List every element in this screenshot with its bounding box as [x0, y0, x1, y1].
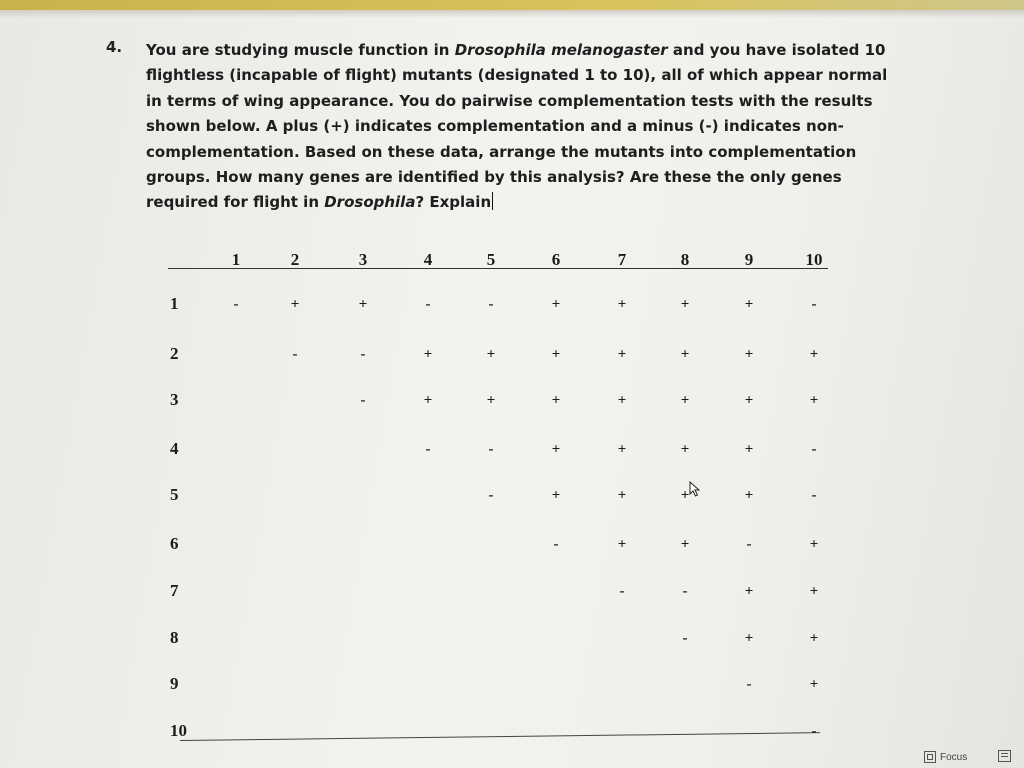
table-cell: +	[744, 583, 754, 600]
table-cell: +	[809, 676, 819, 693]
table-cell: +	[551, 346, 561, 363]
table-cell: -	[746, 536, 752, 553]
read-mode-icon[interactable]	[998, 750, 1011, 762]
ribbon-strip	[0, 0, 1024, 10]
row-header: 7	[170, 581, 179, 600]
table-cell: +	[809, 346, 819, 363]
question-text-run: You are studying muscle function in	[146, 41, 455, 59]
table-cell: +	[744, 441, 754, 458]
table-cell: +	[290, 296, 300, 313]
table-cell: -	[360, 346, 366, 363]
question-text-run: ? Explain	[415, 193, 492, 212]
table-cell: +	[486, 392, 496, 409]
table-cell: +	[680, 346, 690, 363]
column-header: 8	[680, 250, 690, 269]
column-header: 10	[805, 250, 823, 269]
table-cell: -	[553, 536, 559, 553]
table-cell: +	[744, 296, 754, 313]
table-cell: +	[551, 441, 561, 458]
table-cell: +	[617, 296, 627, 313]
table-cell: +	[617, 441, 627, 458]
table-cell: +	[551, 487, 561, 504]
table-cell: +	[423, 346, 433, 363]
table-cell: -	[811, 296, 817, 313]
table-cell: +	[551, 296, 561, 313]
table-cell: +	[617, 346, 627, 363]
table-cell: -	[619, 583, 625, 600]
row-header: 9	[170, 674, 179, 693]
table-cell: +	[744, 346, 754, 363]
table-cell: +	[358, 296, 368, 313]
table-cell: +	[809, 536, 819, 553]
table-cell: -	[233, 296, 239, 313]
table-header-rule	[168, 268, 828, 269]
table-cell: +	[744, 487, 754, 504]
row-header: 10	[170, 721, 187, 740]
focus-mode-button[interactable]	[924, 749, 967, 765]
table-cell: +	[617, 392, 627, 409]
focus-label: Focus	[940, 751, 968, 763]
table-cell: +	[744, 392, 754, 409]
table-cell: -	[811, 723, 817, 740]
table-bottom-rule	[180, 732, 820, 741]
table-cell: +	[680, 536, 690, 553]
table-cell: -	[425, 296, 431, 313]
table-cell: +	[680, 392, 690, 409]
column-header: 2	[290, 250, 300, 269]
table-cell: +	[486, 346, 496, 363]
row-header: 8	[170, 628, 179, 647]
table-cell: -	[425, 441, 431, 458]
row-header: 5	[170, 485, 179, 504]
table-cell: -	[682, 583, 688, 600]
column-header: 6	[551, 250, 561, 269]
complementation-table	[70, 18, 950, 758]
column-header: 4	[423, 250, 433, 269]
table-cell: +	[744, 630, 754, 647]
table-cell: +	[809, 392, 819, 409]
table-cell: -	[488, 487, 494, 504]
row-header: 2	[170, 344, 179, 363]
row-header: 1	[170, 294, 179, 313]
document-page[interactable]	[70, 18, 950, 758]
column-header: 3	[358, 250, 368, 269]
table-cell: -	[488, 441, 494, 458]
table-cell: +	[617, 487, 627, 504]
column-header: 5	[486, 250, 496, 269]
table-cell: +	[680, 441, 690, 458]
row-header: 6	[170, 534, 179, 553]
table-cell: +	[423, 392, 433, 409]
table-cell: +	[809, 583, 819, 600]
table-cell: -	[746, 676, 752, 693]
table-cell: -	[682, 630, 688, 647]
mouse-pointer-icon	[688, 481, 704, 497]
status-bar	[914, 746, 1024, 768]
table-cell: +	[680, 296, 690, 313]
ribbon-shadow	[0, 10, 1024, 18]
question-text-run: and you have isolated 10 flightless (incapable of flight) mutants (designated 1 to 10), all of which appear normal in terms of wing appearance. You do pairwise complementation tests with the results shown below. A plus (+) indicates complementation and a minus (-) indicates non-complementation. Based on these data, arrange the mutants into complementation groups. How many genes are identified by this analysis? Are these the only genes required for flight in	[146, 41, 888, 212]
table-cell: +	[680, 487, 690, 504]
focus-icon	[924, 751, 936, 763]
table-cell: -	[811, 441, 817, 458]
table-cell: +	[551, 392, 561, 409]
table-cell: -	[292, 346, 298, 363]
table-cell: -	[488, 296, 494, 313]
table-cell: -	[811, 487, 817, 504]
column-header: 1	[231, 250, 241, 269]
row-header: 3	[170, 390, 179, 409]
column-header: 9	[744, 250, 754, 269]
question-text-italic: Drosophila melanogaster	[454, 41, 668, 59]
table-cell: +	[617, 536, 627, 553]
row-header: 4	[170, 439, 179, 458]
column-header: 7	[617, 250, 627, 269]
table-cell: -	[360, 392, 366, 409]
question-text-italic: Drosophila	[324, 193, 416, 212]
question-number: 4.	[106, 38, 123, 56]
table-cell: +	[809, 630, 819, 647]
